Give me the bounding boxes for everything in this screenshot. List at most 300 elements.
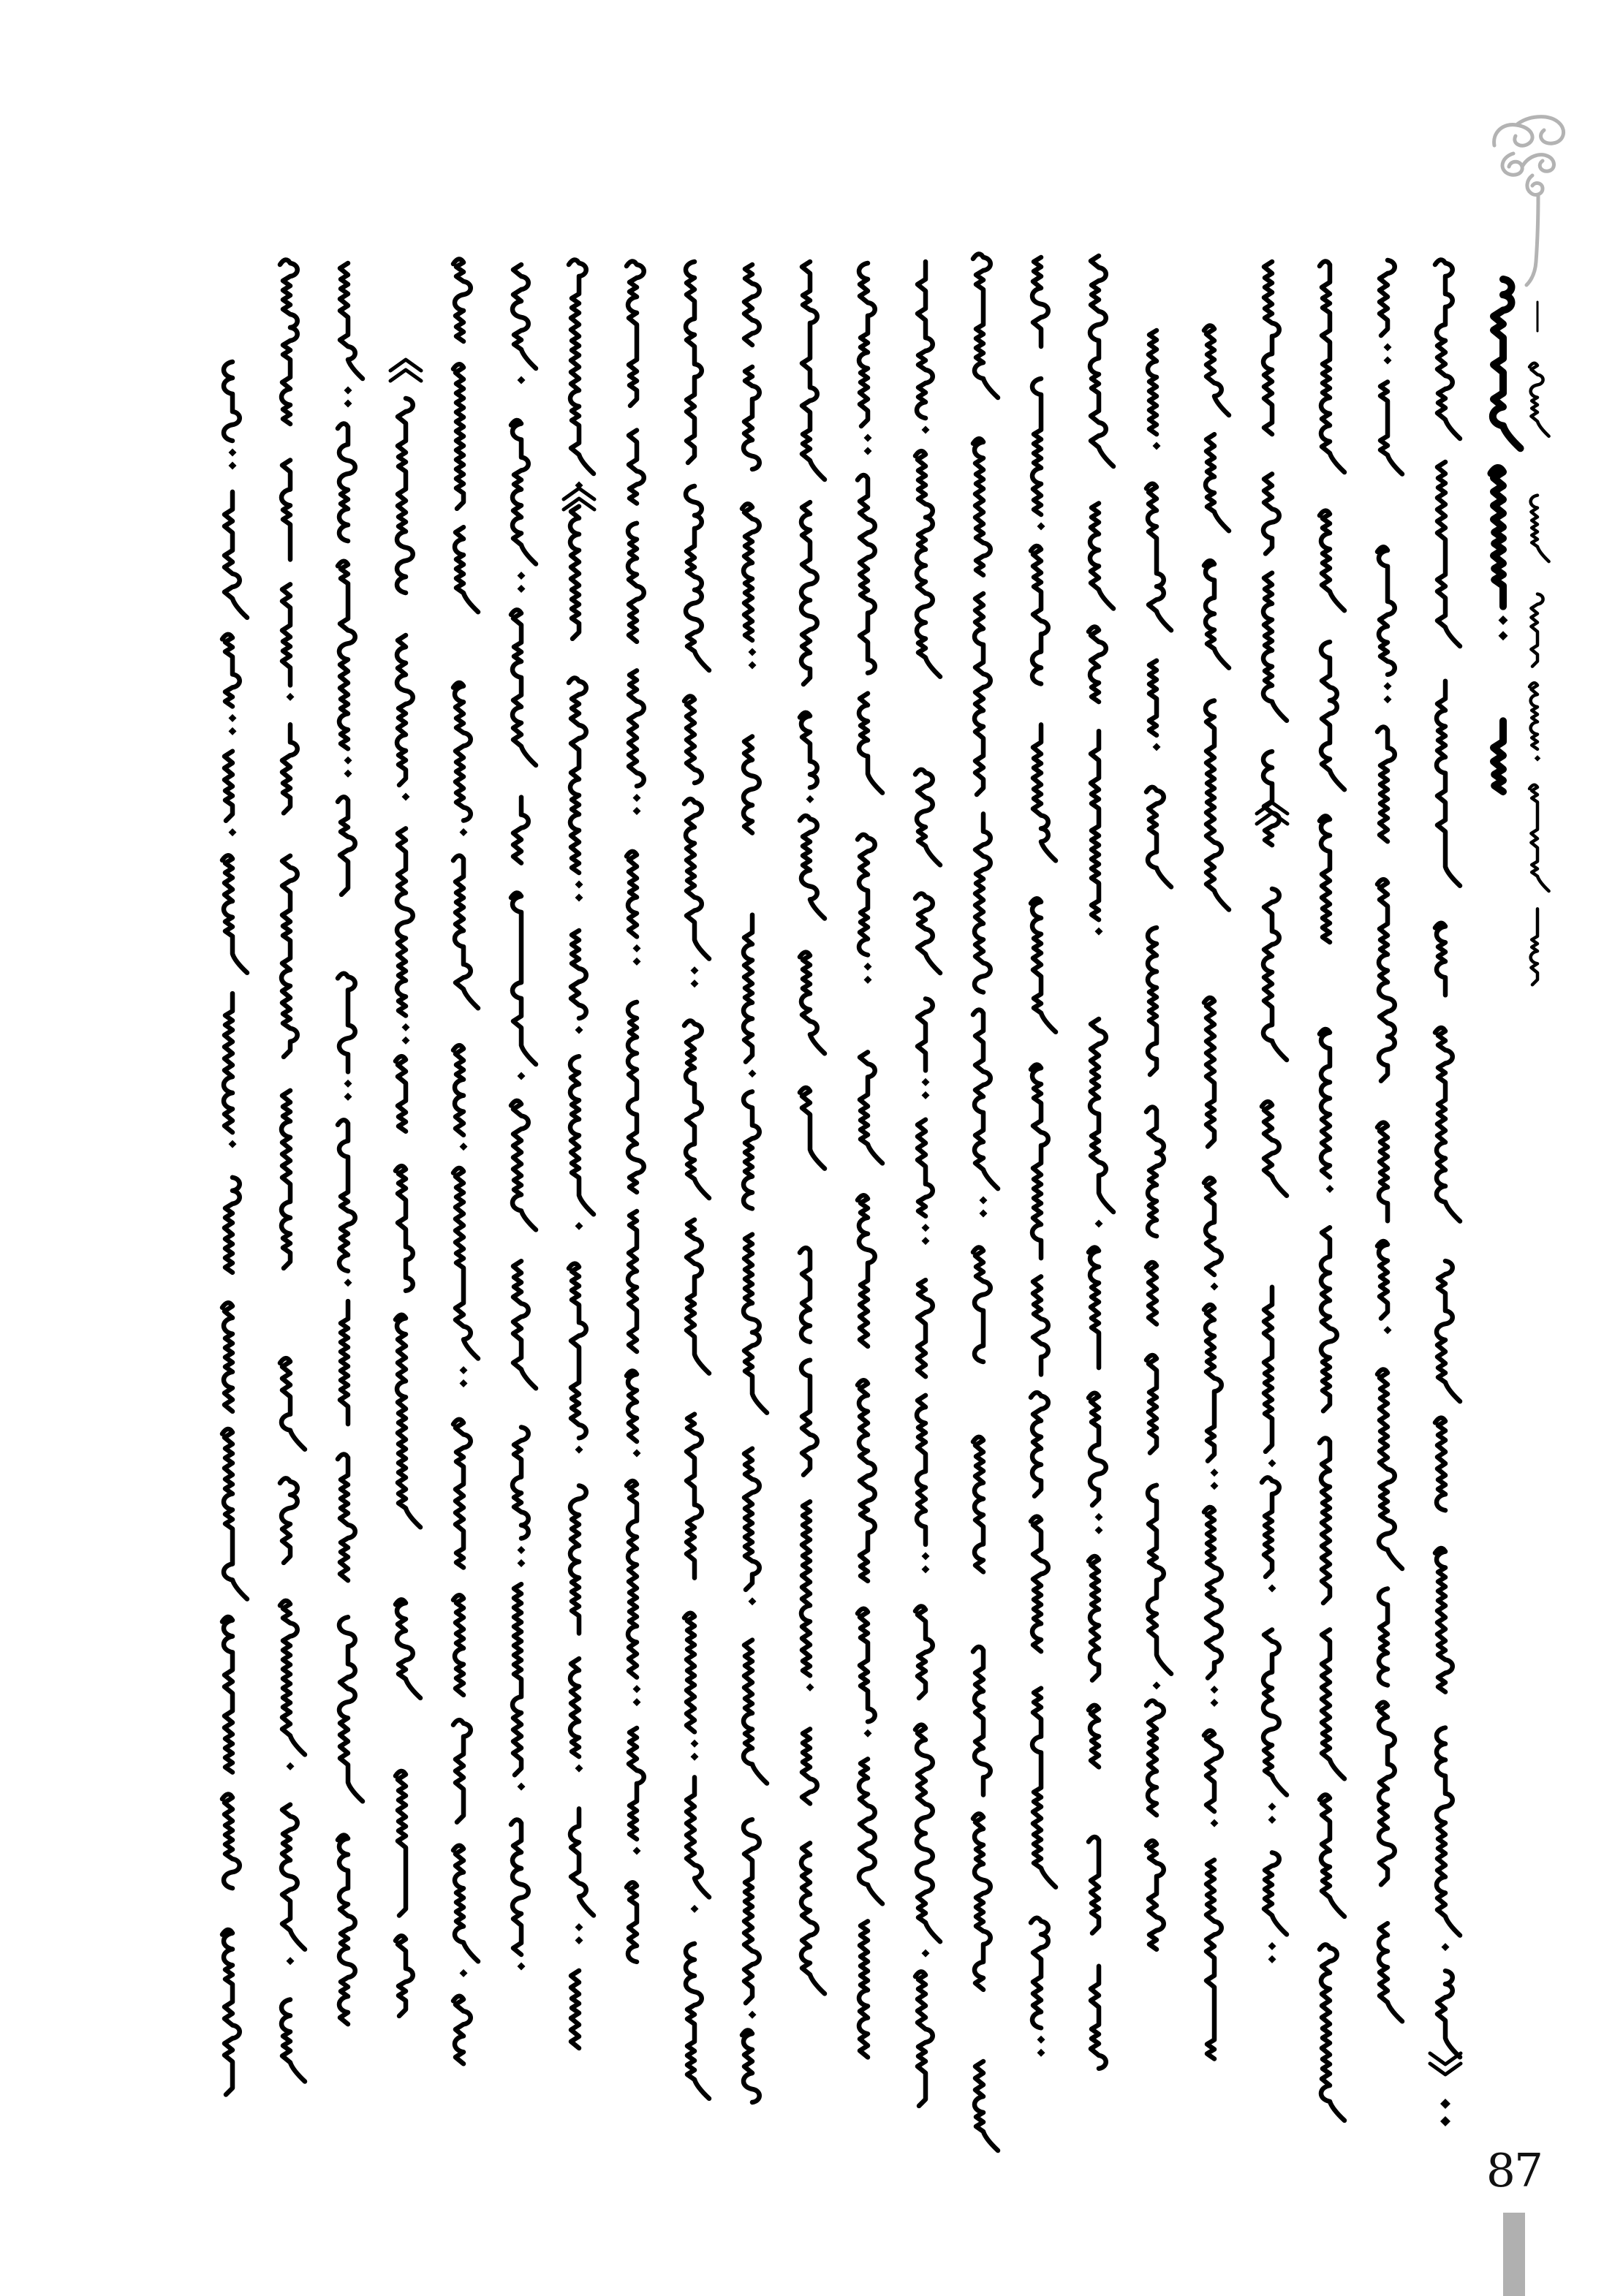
script-word	[1146, 1701, 1164, 1816]
script-word	[1032, 1689, 1056, 1887]
punctuation-dot	[1384, 357, 1392, 365]
punctuation-dot	[1211, 1819, 1219, 1827]
punctuation-dot	[1095, 1219, 1103, 1227]
script-word	[801, 1501, 810, 1675]
script-word	[1033, 1276, 1048, 1374]
script-word	[744, 367, 760, 469]
quote-open-mark	[390, 360, 421, 381]
punctuation-dot	[1095, 1526, 1103, 1534]
script-word	[1148, 928, 1157, 1075]
script-word	[338, 424, 355, 542]
script-word	[1263, 1630, 1287, 1795]
script-word	[570, 1056, 594, 1214]
punctuation-dot	[864, 447, 872, 455]
punctuation-dot	[1037, 2049, 1045, 2057]
punctuation-dot	[460, 828, 468, 836]
script-word	[453, 1595, 464, 1695]
script-word	[453, 1996, 471, 2064]
script-word	[222, 634, 240, 707]
script-word	[396, 1166, 413, 1291]
script-word	[1320, 511, 1344, 611]
script-word	[1204, 1507, 1222, 1678]
script-word	[1089, 1393, 1106, 1506]
punctuation-dot	[1153, 743, 1161, 751]
script-word	[1089, 1705, 1099, 1768]
script-word	[396, 1315, 420, 1528]
script-word	[973, 439, 991, 575]
script-word	[1320, 1438, 1330, 1603]
script-word	[338, 974, 355, 1072]
punctuation-dot	[1095, 1513, 1103, 1521]
punctuation-dot	[344, 1080, 352, 1088]
script-word	[339, 1617, 363, 1801]
script-word	[915, 451, 940, 677]
script-word	[397, 398, 413, 593]
script-word	[453, 1045, 464, 1135]
script-word	[224, 492, 247, 618]
script-word	[744, 1640, 767, 1784]
script-word	[1529, 683, 1537, 749]
script-word	[628, 523, 644, 642]
script-word	[224, 1178, 240, 1273]
punctuation-dot	[229, 714, 237, 722]
script-word	[684, 696, 702, 783]
script-word	[800, 952, 825, 1054]
script-word	[281, 1805, 305, 1950]
script-word	[1089, 627, 1106, 702]
script-word	[570, 1659, 579, 1757]
script-word	[569, 1264, 586, 1439]
punctuation-dot	[1268, 1955, 1276, 1963]
script-word	[744, 1235, 767, 1413]
punctuation-dot	[691, 1740, 699, 1748]
script-word	[1204, 1305, 1222, 1461]
body-column-15	[1031, 257, 1056, 2057]
punctuation-dot	[1095, 928, 1103, 936]
script-word	[1264, 1852, 1287, 1934]
punctuation-dot	[575, 1936, 583, 1944]
script-word	[801, 1360, 817, 1475]
script-word	[629, 670, 644, 786]
script-word	[801, 502, 817, 684]
script-word	[1090, 504, 1113, 609]
script-word	[858, 475, 875, 673]
body-column-7	[569, 259, 594, 2047]
script-word	[1146, 1262, 1157, 1325]
script-word	[1204, 1178, 1222, 1275]
quote-close-mark	[1430, 2053, 1461, 2075]
script-word	[1263, 751, 1279, 845]
punctuation-dot	[1268, 1803, 1276, 1811]
punctuation-dot	[575, 1923, 583, 1931]
script-word	[1529, 785, 1549, 891]
punctuation-dot	[922, 1078, 930, 1086]
punctuation-dot	[864, 434, 872, 442]
punctuation-dot	[1442, 1943, 1450, 1951]
script-word	[973, 1647, 991, 1795]
script-word	[455, 527, 478, 612]
punctuation-dot	[518, 1072, 526, 1080]
body-column-19	[1262, 262, 1287, 1963]
body-column-10	[742, 265, 767, 2102]
script-word	[453, 683, 471, 821]
page-number-bar	[1503, 2213, 1525, 2296]
script-word	[1264, 1287, 1272, 1452]
script-word	[280, 1601, 305, 1755]
script-word	[1435, 1418, 1445, 1511]
script-word	[280, 1358, 305, 1450]
punctuation-dot	[922, 1224, 930, 1232]
script-word	[627, 1882, 637, 1962]
script-word	[282, 584, 290, 685]
script-word	[917, 1395, 926, 1545]
punctuation-dot	[518, 1783, 526, 1791]
script-word	[1437, 1971, 1460, 2057]
script-word	[1204, 998, 1214, 1147]
punctuation-dot	[1384, 1326, 1392, 1334]
punctuation-dot	[402, 1037, 410, 1045]
script-word	[340, 1301, 348, 1424]
script-word	[569, 678, 586, 873]
punctuation-dot	[691, 966, 699, 974]
script-word	[1031, 546, 1048, 684]
script-word	[915, 1971, 933, 2106]
punctuation-dot	[402, 1023, 410, 1031]
script-word	[1146, 1355, 1157, 1453]
script-word	[570, 1486, 586, 1634]
script-word	[1146, 484, 1171, 631]
script-word	[1435, 1028, 1460, 1221]
punctuation-dot	[1211, 1469, 1219, 1477]
body-column-6	[511, 265, 536, 1971]
script-word	[338, 1835, 355, 2025]
script-word	[627, 261, 644, 406]
punctuation-dot	[575, 880, 583, 888]
punctuation-dot	[344, 400, 352, 408]
punctuation-dot	[749, 2011, 757, 2019]
punctuation-dot	[1268, 1816, 1276, 1824]
script-word	[686, 1220, 709, 1374]
script-word	[397, 828, 413, 1015]
punctuation-dot	[749, 1069, 757, 1077]
script-word	[281, 856, 298, 1057]
script-word	[1437, 681, 1460, 886]
script-word	[686, 1414, 702, 1578]
script-word	[338, 1120, 355, 1271]
script-word	[1089, 1556, 1099, 1681]
punctuation-dot	[1037, 2036, 1045, 2044]
punctuation-dot	[518, 1546, 526, 1554]
script-word	[1531, 594, 1543, 667]
body-column-22	[1435, 259, 1460, 2057]
punctuation-dot	[806, 1683, 814, 1691]
body-column-14	[973, 254, 998, 2151]
script-word	[918, 999, 933, 1070]
script-word	[1377, 1241, 1388, 1319]
script-word	[1033, 724, 1056, 860]
punctuation-dot	[691, 980, 699, 988]
script-word	[686, 1944, 709, 2099]
script-word	[975, 814, 991, 992]
punctuation-dot	[749, 648, 757, 656]
script-word	[453, 259, 471, 341]
script-word	[859, 1759, 882, 1903]
punctuation-dot	[922, 1237, 930, 1245]
script-word	[511, 893, 536, 1064]
script-word	[1321, 1227, 1337, 1411]
script-word	[1437, 1261, 1460, 1401]
script-word	[629, 1728, 644, 1839]
script-word	[1262, 1102, 1287, 1196]
body-column-16	[1089, 256, 1113, 2069]
script-word	[802, 1729, 817, 1803]
punctuation-dot	[518, 585, 526, 593]
punctuation-dot	[575, 1446, 583, 1454]
punctuation-dot	[344, 757, 352, 765]
script-word	[859, 694, 882, 793]
script-word	[1148, 330, 1157, 434]
script-word	[686, 486, 709, 670]
script-word	[1204, 325, 1229, 415]
script-word	[1320, 261, 1344, 472]
punctuation-dot	[633, 1449, 641, 1457]
body-column-4	[396, 398, 420, 2016]
script-word	[1531, 909, 1537, 985]
script-word	[513, 797, 529, 863]
punctuation-dot	[1326, 1185, 1334, 1193]
script-word	[512, 265, 536, 368]
script-word	[1090, 256, 1113, 466]
punctuation-dot	[287, 1957, 295, 1965]
script-word	[627, 852, 637, 937]
punctuation-dot	[691, 1753, 699, 1761]
script-word	[1377, 1702, 1395, 1885]
script-word	[1031, 898, 1056, 1032]
script-word	[224, 751, 232, 821]
quote-open-mark	[1257, 803, 1287, 824]
punctuation-dot	[1384, 344, 1392, 352]
script-word	[744, 1819, 760, 2003]
punctuation-dot	[633, 944, 641, 952]
script-word	[280, 259, 298, 424]
body-column-5	[453, 259, 478, 2064]
punctuation-dot	[575, 1222, 583, 1230]
punctuation-dot	[229, 462, 237, 470]
script-word	[684, 1020, 709, 1198]
script-word	[742, 2030, 760, 2102]
script-word	[1379, 1588, 1388, 1685]
script-word	[1321, 642, 1344, 789]
body-column-3	[338, 263, 363, 2024]
script-word	[744, 1449, 760, 1590]
script-word	[570, 507, 579, 639]
script-word	[1320, 816, 1330, 942]
punctuation-dot	[1268, 1459, 1276, 1467]
body-column-11	[800, 262, 825, 1993]
punctuation-dot	[633, 1847, 641, 1855]
punctuation-dot	[287, 1762, 295, 1770]
punctuation-dot	[1211, 1482, 1219, 1490]
punctuation-dot	[864, 1729, 872, 1738]
body-text-block	[222, 254, 1461, 2151]
script-word	[915, 770, 940, 865]
script-word	[338, 1455, 355, 1581]
punctuation-dot	[344, 770, 352, 778]
punctuation-dot	[922, 1950, 930, 1958]
script-word	[222, 1795, 240, 1889]
script-word	[1091, 1966, 1106, 2069]
punctuation-dot	[633, 958, 641, 966]
script-word	[742, 504, 760, 640]
script-word	[744, 737, 760, 833]
script-word	[222, 855, 247, 973]
script-word	[338, 797, 355, 895]
script-word	[686, 262, 702, 463]
script-word	[801, 1843, 825, 1993]
script-word	[802, 262, 825, 480]
script-word	[222, 1429, 247, 1599]
chapter-title-column	[1491, 279, 1520, 792]
script-word	[1146, 787, 1171, 887]
script-word	[1089, 1837, 1099, 1933]
punctuation-dot	[402, 793, 410, 801]
script-word	[684, 1613, 695, 1732]
punctuation-dot	[749, 661, 757, 669]
punctuation-dot	[1535, 755, 1541, 762]
script-word	[1379, 1923, 1402, 2021]
script-word	[917, 262, 933, 418]
punctuation-dot	[864, 976, 872, 984]
script-word	[628, 1002, 644, 1192]
script-word	[1380, 260, 1395, 336]
punctuation-dot	[518, 1559, 526, 1567]
punctuation-dot	[575, 1765, 583, 1773]
script-word	[569, 259, 594, 474]
script-word	[222, 1617, 232, 1773]
script-word	[1531, 496, 1549, 561]
script-word	[858, 1195, 875, 1346]
script-word	[281, 461, 290, 560]
script-word	[1377, 1369, 1402, 1569]
script-word	[453, 1846, 478, 1962]
body-column-13	[915, 262, 940, 2106]
punctuation-dot	[518, 1963, 526, 1971]
body-column-1	[222, 362, 247, 2095]
script-word	[744, 1091, 760, 1208]
script-word	[800, 1088, 825, 1169]
script-word	[973, 1247, 991, 1362]
script-word	[280, 1478, 298, 1563]
script-word	[1320, 1795, 1344, 1917]
script-word	[1031, 1517, 1048, 1652]
punctuation-dot	[287, 693, 295, 701]
punctuation-dot	[460, 1379, 468, 1387]
script-word	[397, 635, 413, 785]
script-word	[571, 931, 586, 1018]
script-word	[224, 362, 240, 441]
script-word	[1377, 727, 1395, 842]
script-word	[1435, 1548, 1453, 1692]
script-word	[973, 1010, 998, 1189]
script-word	[859, 1921, 868, 2057]
script-word	[628, 1211, 637, 1352]
punctuation-dot	[1211, 1282, 1219, 1290]
script-word	[1206, 701, 1229, 910]
script-word	[453, 1168, 478, 1359]
script-word	[570, 1808, 594, 1915]
script-word	[338, 561, 355, 749]
script-word	[975, 594, 991, 795]
script-word	[1091, 731, 1099, 920]
punctuation-dot	[633, 1685, 641, 1693]
punctuation-dot	[1153, 442, 1161, 450]
script-word	[1146, 1107, 1164, 1237]
body-column-17	[1146, 330, 1171, 1950]
page-number: 87	[1486, 2144, 1543, 2197]
script-word	[973, 1814, 991, 1990]
script-word	[453, 1720, 471, 1822]
script-word	[340, 263, 363, 379]
script-word	[1031, 1393, 1048, 1496]
script-word	[686, 1777, 709, 1897]
script-word	[800, 1248, 810, 1342]
script-word	[571, 1971, 579, 2048]
script-word	[1206, 434, 1229, 531]
punctuation-dot	[1384, 682, 1392, 690]
script-word	[859, 263, 875, 426]
punctuation-dot	[749, 1597, 757, 1605]
punctuation-dot	[1499, 615, 1508, 625]
chapter-subtitle-column	[1529, 363, 1549, 985]
script-word	[1377, 1123, 1388, 1221]
punctuation-dot	[1037, 522, 1045, 530]
script-word	[744, 265, 760, 345]
script-word	[918, 1280, 933, 1376]
script-word	[858, 1609, 875, 1722]
punctuation-dot	[922, 1565, 930, 1573]
punctuation-dot	[518, 572, 526, 580]
script-word	[281, 1091, 290, 1268]
punctuation-dot	[633, 807, 641, 815]
script-word	[1263, 474, 1279, 553]
punctuation-dot	[1440, 2116, 1450, 2126]
script-word	[1146, 1841, 1164, 1950]
script-word	[512, 1428, 529, 1539]
punctuation-dot	[460, 1143, 468, 1151]
script-word	[915, 1606, 933, 1698]
script-word	[627, 1481, 637, 1678]
script-word	[453, 856, 478, 1009]
punctuation-dot	[344, 387, 352, 395]
body-column-9	[684, 262, 709, 2099]
script-word	[1437, 1728, 1460, 1936]
script-word	[511, 1101, 536, 1230]
script-word	[858, 835, 875, 955]
script-word	[973, 1437, 983, 1572]
body-column-8	[627, 261, 644, 1961]
script-word	[744, 915, 752, 1062]
script-word	[918, 1120, 933, 1216]
script-word	[453, 364, 464, 509]
punctuation-dot	[1384, 695, 1392, 703]
punctuation-dot	[1268, 1584, 1276, 1592]
body-column-12	[858, 263, 882, 2057]
script-word	[222, 1930, 240, 2095]
script-word	[1263, 262, 1279, 434]
script-word	[860, 1052, 882, 1163]
script-word	[1320, 1029, 1330, 1178]
punctuation-dot	[1153, 1681, 1161, 1689]
